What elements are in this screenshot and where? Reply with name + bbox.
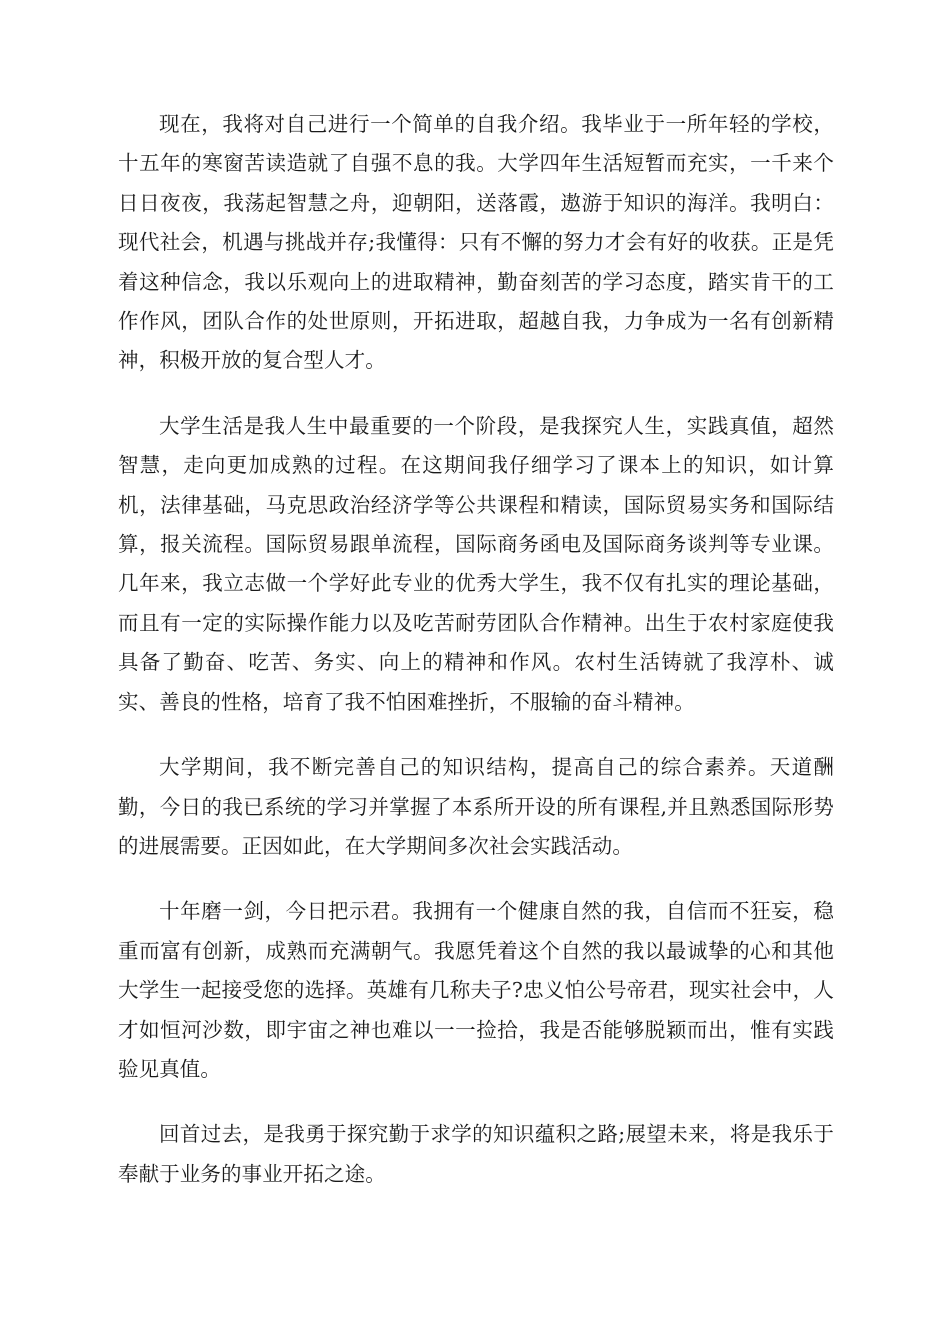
paragraph-4: 十年磨一剑，今日把示君。我拥有一个健康自然的我，自信而不狂妄，稳重而富有创新，成熟而充满朝气。我愿凭着这个自然的我以最诚挚的心和其他大学生一起接受您的选择。英雄有几称夫子?忠义怕公号帝君，现实社会中，人才如恒河沙数，即宇宙之神也难以一一捡拾，我是否能够脱颖而出，惟有实践验见真值。 bbox=[118, 899, 834, 1081]
document-body bbox=[118, 105, 834, 1220]
paragraph-2: 大学生活是我人生中最重要的一个阶段，是我探究人生，实践真值，超然智慧，走向更加成熟的过程。在这期间我仔细学习了课本上的知识，如计算机，法律基础，马克思政治经济学等公共课程和精读，国际贸易实务和国际结算，报关流程。国际贸易跟单流程，国际商务函电及国际商务谈判等专业课。几年来，我立志做一个学好此专业的优秀大学生，我不仅有扎实的理论基础，而且有一定的实际操作能力以及吃苦耐劳团队合作精神。出生于农村家庭使我具备了勤奋、吃苦、务实、向上的精神和作风。农村生活铸就了我淳朴、诚实、善良的性格，培育了我不怕困难挫折，不服输的奋斗精神。 bbox=[118, 413, 834, 714]
paragraph-5: 回首过去，是我勇于探究勤于求学的知识蕴积之路;展望未来，将是我乐于奉献于业务的事业开拓之途。 bbox=[118, 1122, 834, 1186]
paragraph-3: 大学期间，我不断完善自己的知识结构，提高自己的综合素养。天道酬勤，今日的我已系统的学习并掌握了本系所开设的所有课程,并且熟悉国际形势的进展需要。正因如此，在大学期间多次社会实践活动。 bbox=[118, 755, 834, 858]
paragraph-1: 现在，我将对自己进行一个简单的自我介绍。我毕业于一所年轻的学校，十五年的寒窗苦读造就了自强不息的我。大学四年生活短暂而充实，一千来个日日夜夜，我荡起智慧之舟，迎朝阳，送落霞，遨游于知识的海洋。我明白：现代社会，机遇与挑战并存;我懂得：只有不懈的努力才会有好的收获。正是凭着这种信念，我以乐观向上的进取精神，勤奋刻苦的学习态度，踏实肯干的工作作风，团队合作的处世原则，开拓进取，超越自我，力争成为一名有创新精神，积极开放的复合型人才。 bbox=[118, 112, 834, 373]
